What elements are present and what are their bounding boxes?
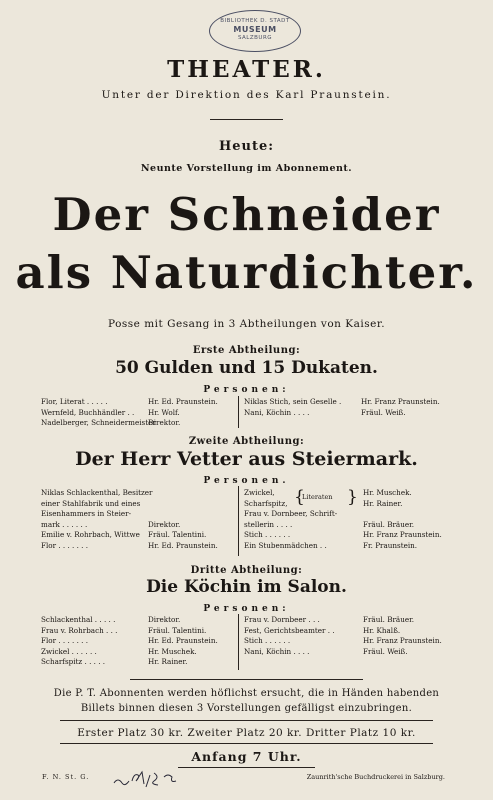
subscriber-notice — [0, 686, 493, 716]
part2-label: Zweite Abtheilung: — [188, 436, 305, 447]
brace-right: } — [347, 487, 358, 507]
cast-actor: Direktor. — [148, 615, 181, 624]
library-stamp — [209, 10, 301, 52]
stamp-line-2: MUSEUM — [233, 24, 277, 34]
cast-actor: Hr. Rainer. — [148, 657, 188, 667]
cast-actor: Fräul. Weiß. — [363, 646, 408, 656]
printer-credit: Zaunrith'sche Buchdruckerei in Salzburg. — [306, 773, 445, 781]
heute-label: Heute: — [218, 139, 275, 154]
cast-role: Fest, Gerichtsbeamter . . — [244, 625, 335, 635]
divider — [60, 720, 433, 721]
cast-role: mark . . . . . . — [41, 519, 88, 529]
cast-actor: Hr. Ed. Praunstein. — [148, 397, 218, 406]
cast-role: Niklas Schlackenthal, Besitzer — [41, 488, 153, 497]
cast-actor: Hr. Ed. Praunstein. — [148, 541, 218, 550]
cast-actor: Hr. Muschek. — [363, 488, 412, 497]
part3-personen: Personen: — [203, 604, 290, 614]
cast-role: einer Stahlfabrik und eines — [41, 498, 141, 508]
cast-actor: Direktor. — [148, 519, 181, 529]
cast-actor: Hr. Ed. Praunstein. — [148, 636, 218, 646]
cast-actor: Hr. Muschek. — [148, 646, 197, 656]
cast-role: Stich . . . . . . — [244, 530, 291, 540]
cast-actor: Direktor. — [148, 418, 181, 428]
cast-role: stellerin . . . . — [244, 519, 293, 529]
cast-role: Flor . . . . . . . — [41, 541, 89, 550]
cast-role: Frau v. Dornbeer, Schrift- — [244, 509, 338, 519]
column-divider — [238, 486, 239, 556]
cast-role: Nani, Köchin . . . . — [244, 407, 310, 417]
cast-actor: Fräul. Bräuer. — [363, 615, 415, 624]
play-subtitle: Posse mit Gesang in 3 Abtheilungen von Kaiser. — [107, 318, 386, 330]
cast-role: Scharfspitz . . . . . — [41, 657, 106, 667]
theater-heading: THEATER. — [167, 56, 326, 83]
stamp-line-3: SALZBURG — [237, 35, 273, 42]
cast-actor: Hr. Franz Praunstein. — [363, 530, 442, 540]
cast-actor: Hr. Rainer. — [363, 498, 403, 508]
part1-personen: Personen: — [203, 385, 290, 395]
cast-role: Ein Stubenmädchen . . — [244, 541, 327, 550]
cast-role: Zwickel . . . . . . — [41, 646, 97, 656]
handwritten-annotation — [110, 767, 190, 789]
cast-actor: Fräul. Bräuer. — [363, 519, 415, 529]
play-title-line-2: als Naturdichter. — [15, 246, 478, 299]
part1-title: 50 Gulden und 15 Dukaten. — [115, 358, 378, 378]
cast-role: Eisenhammers in Steier- — [41, 509, 132, 519]
cast-actor: Fr. Praunstein. — [363, 541, 418, 550]
play-title-line-1: Der Schneider — [52, 188, 441, 241]
cast-role: Emilie v. Rohrbach, Wittwe — [41, 530, 140, 540]
divider — [130, 679, 363, 680]
brace-left: { — [294, 487, 305, 507]
direction-line: Unter der Direktion des Karl Praunstein. — [101, 89, 392, 101]
stamp-line-1: BIBLIOTHEK D. STADT — [220, 18, 290, 24]
column-divider — [238, 396, 239, 428]
part3-title: Die Köchin im Salon. — [146, 577, 347, 597]
notice-line-2: Billets binnen diesen 3 Vorstellungen gefälligst einzubringen. — [80, 703, 413, 714]
cast-role: Niklas Stich, sein Geselle . — [244, 397, 342, 406]
column-divider — [238, 614, 239, 670]
cast-role: Nadelberger, Schneidermeister — [41, 418, 156, 428]
cast-role: Frau v. Rohrbach . . . — [41, 625, 118, 635]
cast-role: Schlackenthal . . . . . — [41, 615, 116, 624]
part1-label: Erste Abtheilung: — [192, 345, 301, 356]
cast-role: Stich . . . . . . — [244, 636, 291, 646]
ticket-prices: Erster Platz 30 kr. Zweiter Platz 20 kr. Dritter Platz 10 kr. — [77, 727, 416, 739]
part3-label: Dritte Abtheilung: — [190, 565, 303, 576]
cast-role: Flor . . . . . . . — [41, 636, 89, 646]
divider — [210, 119, 283, 120]
cast-actor: Fräul. Talentini. — [148, 530, 207, 540]
cast-role: Flor, Literat . . . . . — [41, 397, 108, 406]
notice-line-1: Die P. T. Abonnenten werden höflichst ersucht, die in Händen habenden — [53, 688, 440, 699]
performance-number: Neunte Vorstellung im Abonnement. — [140, 163, 353, 174]
divider — [60, 743, 433, 744]
cast-actor: Hr. Wolf. — [148, 407, 180, 417]
cast-role: Frau v. Dornbeer . . . — [244, 615, 320, 624]
footer-left: F. N. St. G. — [42, 773, 90, 781]
cast-actor: Hr. Khalß. — [363, 625, 401, 635]
cast-role: Nani, Köchin . . . . — [244, 646, 310, 656]
cast-actor: Fräul. Talentini. — [148, 625, 207, 635]
part2-title: Der Herr Vetter aus Steiermark. — [75, 448, 418, 470]
start-time: Anfang 7 Uhr. — [191, 749, 302, 764]
cast-role: Wernfeld, Buchhändler . . — [41, 407, 135, 417]
cast-actor: Fräul. Weiß. — [361, 407, 406, 417]
cast-actor: Hr. Franz Praunstein. — [361, 397, 440, 406]
cast-role: Scharfspitz, — [244, 498, 288, 508]
part2-personen: Personen. — [203, 476, 290, 486]
divider — [178, 767, 315, 768]
cast-role: Zwickel, — [244, 488, 275, 497]
literaten-brace-label: Literaten — [302, 493, 333, 501]
cast-actor: Hr. Franz Praunstein. — [363, 636, 442, 646]
